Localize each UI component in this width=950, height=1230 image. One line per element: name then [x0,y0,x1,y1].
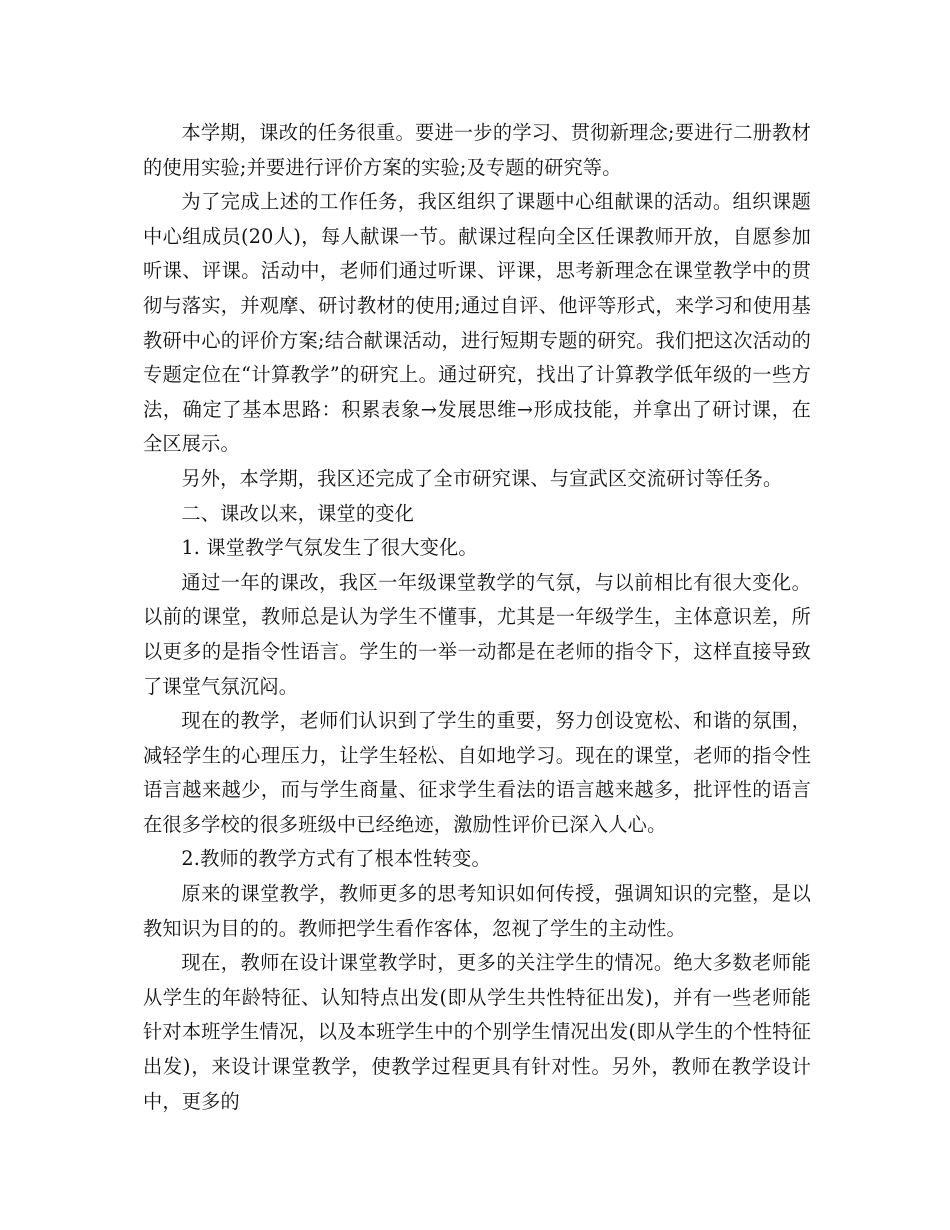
subheading-teaching-method-change: 2.教师的教学方式有了根本性转变。 [181,847,491,871]
subheading-atmosphere-change: 1. 课堂教学气氛发生了很大变化。 [181,536,478,560]
paragraph-past-teaching: 原来的课堂教学，教师更多的思考知识如何传授，强调知识的完整，是以教知识为目的的。教师把学生看作客体，忽视了学生的主动性。 [143,882,811,940]
paragraph-current-teaching: 现在，教师在设计课堂教学时，更多的关注学生的情况。绝大多数老师能从学生的年龄特征、认知特点出发(即从学生共性特征出发)，并有一些老师能针对本班学生情况，以及本班学生中的个别学生情况出发(即从学生的个性特征出发)，来设计课堂教学，使教学过程更具有针对性。另外，教师在教学设计中，更多的 [143,951,811,1113]
document-body [143,116,811,1119]
paragraph-past-atmosphere: 通过一年的课改，我区一年级课堂教学的气氛，与以前相比有很大变化。以前的课堂，教师总是认为学生不懂事，尤其是一年级学生，主体意识差，所以更多的是指令性语言。学生的一举一动都是在老师的指令下，这样直接导致了课堂气氛沉闷。 [143,570,811,698]
paragraph-semester-tasks: 本学期，课改的任务很重。要进一步的学习、贯彻新理念;要进行二册教材的使用实验;并要进行评价方案的实验;及专题的研究等。 [143,121,811,179]
paragraph-current-atmosphere: 现在的教学，老师们认识到了学生的重要，努力创设宽松、和谐的氛围，减轻学生的心理压力，让学生轻松、自如地学习。现在的课堂，老师的指令性语言越来越少，而与学生商量、征求学生看法的语言越来越多，批评性的语言在很多学校的很多班级中已经绝迹，激励性评价已深入人心。 [143,709,811,836]
section-heading-classroom-changes: 二、课改以来，课堂的变化 [181,501,415,525]
paragraph-other-tasks: 另外，本学期，我区还完成了全市研究课、与宣武区交流研讨等任务。 [181,466,783,490]
paragraph-demo-lessons: 为了完成上述的工作任务，我区组织了课题中心组献课的活动。组织课题中心组成员(20人)，每人献课一节。献课过程向全区任课教师开放，自愿参加听课、评课。活动中，老师们通过听课、评课，思考新理念在课堂教学中的贯彻与落实，并观摩、研讨教材的使用;通过自评、他评等形式，来学习和使用基教研中心的评价方案;结合献课活动，进行短期专题的研究。我们把这次活动的专题定位在“计算教学”的研究上。通过研究，找出了计算教学低年级的一些方法，确定了基本思路：积累表象→发展思维→形成技能，并拿出了研讨课，在全区展示。 [143,190,811,456]
